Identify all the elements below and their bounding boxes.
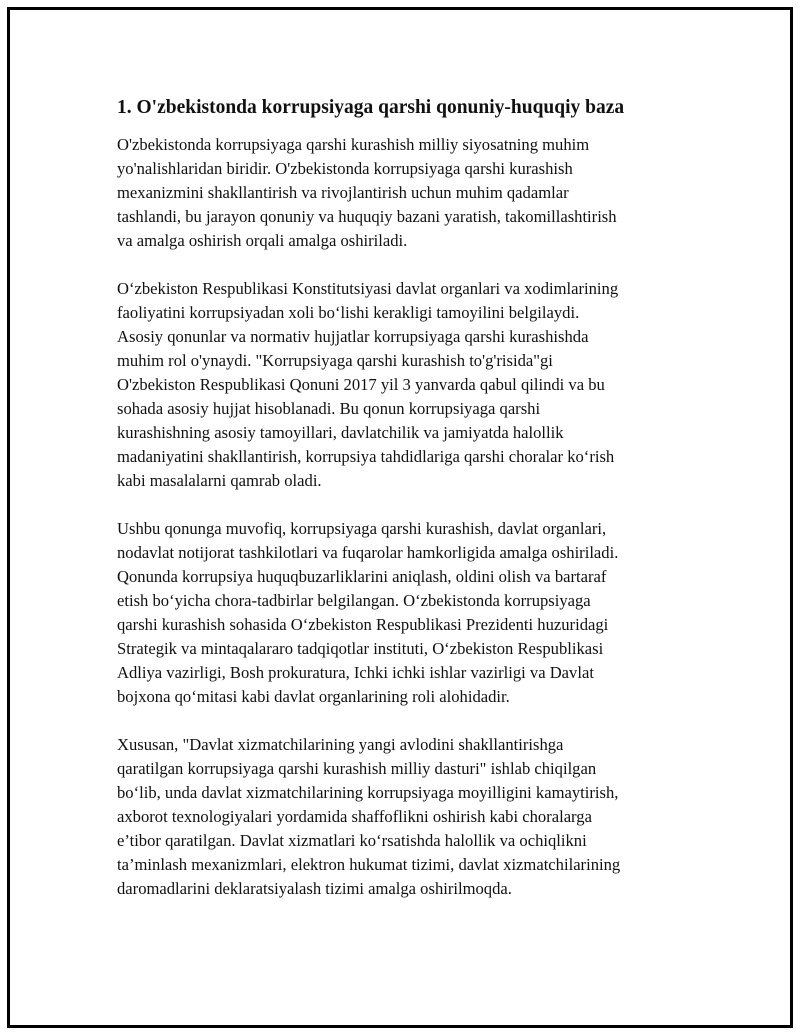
paragraph-1 (117, 133, 679, 253)
paragraph-4 (117, 733, 679, 901)
text-line: madaniyatini shakllantirish, korrupsiya tahdidlariga qarshi choralar ko‘rish (117, 447, 615, 466)
document-body (117, 96, 679, 925)
text-line: O'zbekistonda korrupsiyaga qarshi kurashish milliy siyosatning muhim (117, 135, 590, 154)
text-line: e’tibor qaratilgan. Davlat xizmatlari ko‘rsatishda halollik va ochiqlikni (117, 831, 587, 850)
text-line: muhim rol o'ynaydi. "Korrupsiyaga qarshi kurashish to'g'risida"gi (117, 351, 553, 370)
text-line: kabi masalalarni qamrab oladi. (117, 471, 322, 490)
text-line: qarshi kurashish sohasida O‘zbekiston Respublikasi Prezidenti huzuridagi (117, 615, 609, 634)
text-line: qaratilgan korrupsiyaga qarshi kurashish milliy dasturi" ishlab chiqilgan (117, 759, 597, 778)
text-line: Ushbu qonunga muvofiq, korrupsiyaga qarshi kurashish, davlat organlari, (117, 519, 607, 538)
text-line: Strategik va mintaqalararo tadqiqotlar instituti, O‘zbekiston Respublikasi (117, 639, 604, 658)
paragraph-3 (117, 517, 679, 709)
text-line: bojxona qo‘mitasi kabi davlat organlarining roli alohidadir. (117, 687, 510, 706)
text-line: sohada asosiy hujjat hisoblanadi. Bu qonun korrupsiyaga qarshi (117, 399, 541, 418)
text-line: ta’minlash mexanizmlari, elektron hukumat tizimi, davlat xizmatchilarining (117, 855, 621, 874)
text-line: O‘zbekiston Respublikasi Konstitutsiyasi davlat organlari va xodimlarining (117, 279, 619, 298)
text-line: yo'nalishlaridan biridir. O'zbekistonda korrupsiyaga qarshi kurashish (117, 159, 573, 178)
text-line: daromadlarini deklaratsiyalash tizimi amalga oshirilmoqda. (117, 879, 512, 898)
text-line: faoliyatini korrupsiyadan xoli bo‘lishi kerakligi tamoyilini belgilaydi. (117, 303, 580, 322)
text-line: tashlandi, bu jarayon qonuniy va huquqiy bazani yaratish, takomillashtirish (117, 207, 617, 226)
text-line: Qonunda korrupsiya huquqbuzarliklarini aniqlash, oldini olish va bartaraf (117, 567, 607, 586)
text-line: Adliya vazirligi, Bosh prokuratura, Ichki ichki ishlar vazirligi va Davlat (117, 663, 594, 682)
text-line: va amalga oshirish orqali amalga oshiriladi. (117, 231, 408, 250)
text-line: bo‘lib, unda davlat xizmatchilarining korrupsiyaga moyilligini kamaytirish, (117, 783, 619, 802)
text-line: kurashishning asosiy tamoyillari, davlatchilik va jamiyatda halollik (117, 423, 564, 442)
text-line: axborot texnologiyalari yordamida shaffoflikni oshirish kabi choralarga (117, 807, 592, 826)
text-line: nodavlat notijorat tashkilotlari va fuqarolar hamkorligida amalga oshiriladi. (117, 543, 619, 562)
text-line: Asosiy qonunlar va normativ hujjatlar korrupsiyaga qarshi kurashishda (117, 327, 589, 346)
text-line: Xususan, "Davlat xizmatchilarining yangi avlodini shakllantirishga (117, 735, 564, 754)
paragraph-2 (117, 277, 679, 493)
text-line: mexanizmini shakllantirish va rivojlantirish uchun muhim qadamlar (117, 183, 569, 202)
section-heading: 1. O'zbekistonda korrupsiyaga qarshi qonuniy-huquqiy baza (117, 97, 625, 118)
text-line: O'zbekiston Respublikasi Qonuni 2017 yil 3 yanvarda qabul qilindi va bu (117, 375, 605, 394)
text-line: etish bo‘yicha chora-tadbirlar belgilangan. O‘zbekistonda korrupsiyaga (117, 591, 591, 610)
